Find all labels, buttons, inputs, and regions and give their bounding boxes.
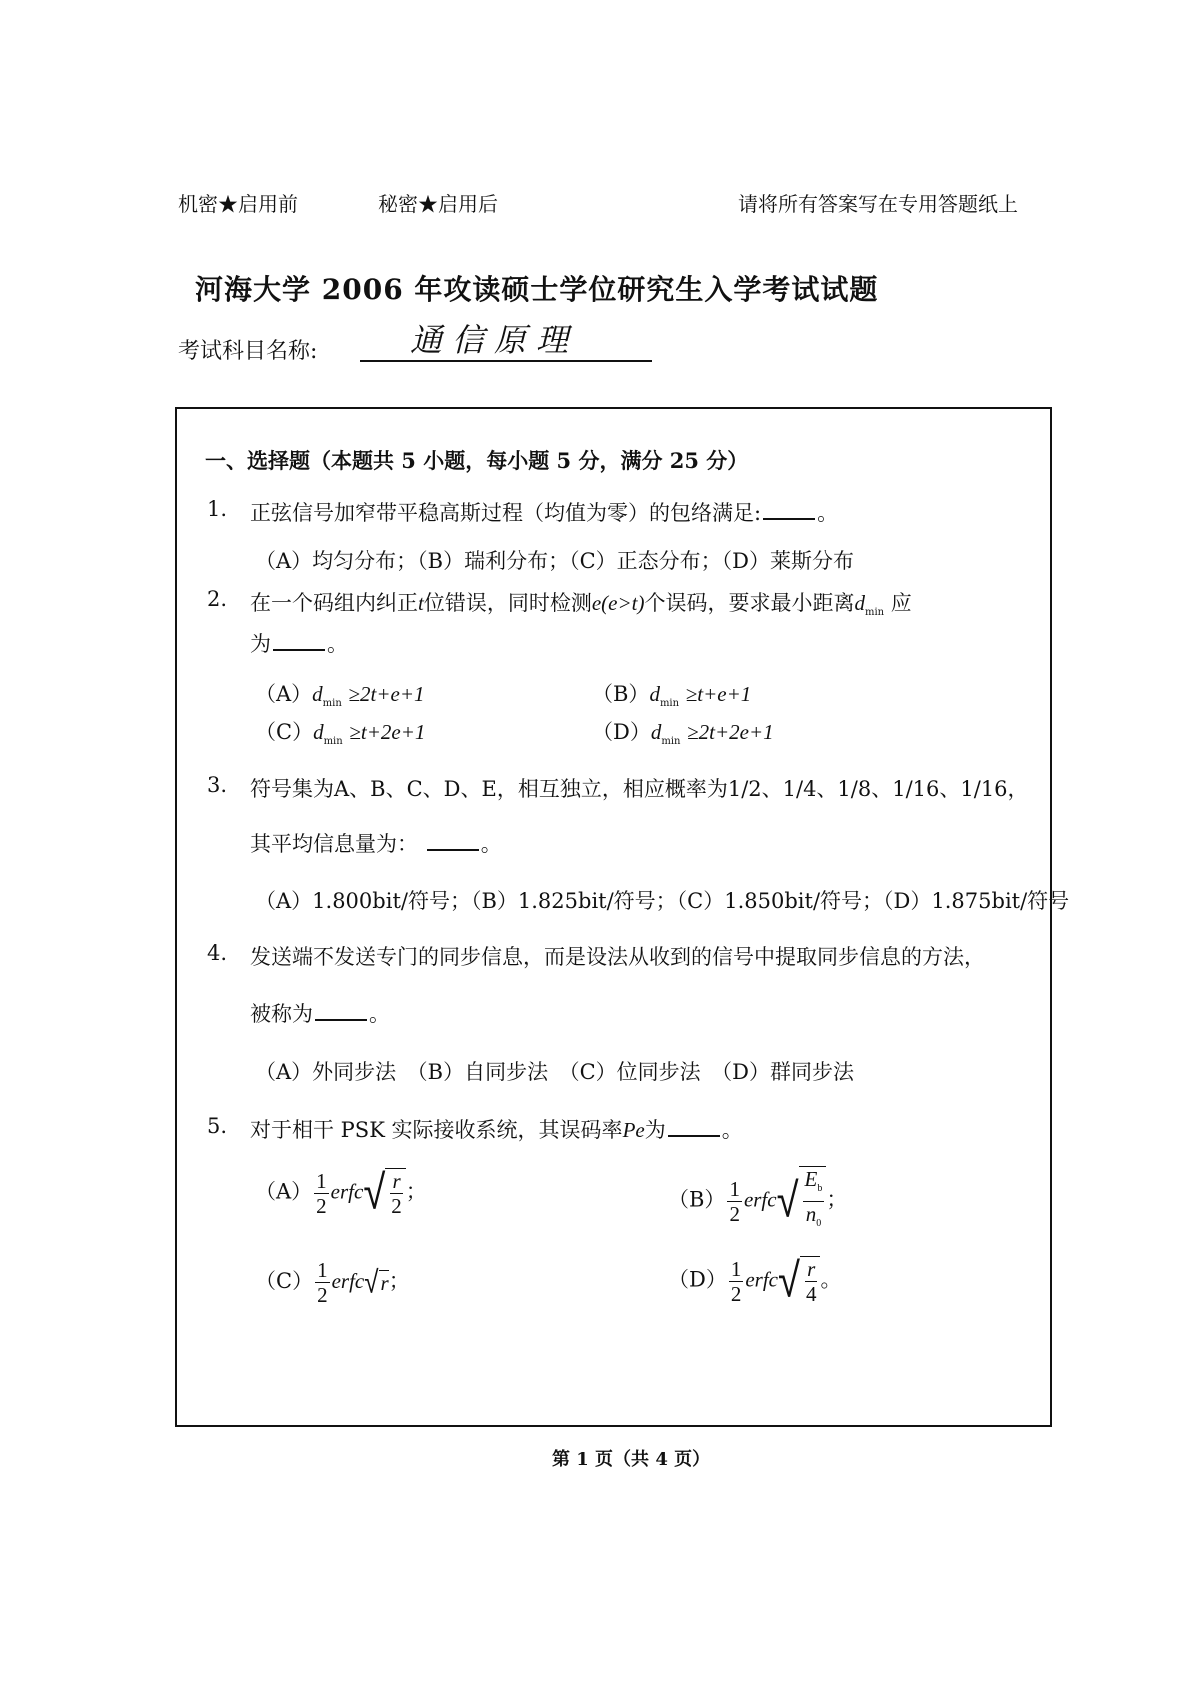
tail: ； — [405, 1179, 427, 1204]
q2-option-b — [592, 678, 751, 709]
q5-part: 为 — [644, 1118, 666, 1142]
option-label: （D） — [668, 1267, 727, 1292]
sqrt — [363, 1165, 405, 1221]
page-number: 第 1 页（共 4 页） — [552, 1449, 711, 1470]
denominator: n — [805, 1202, 817, 1227]
math-var: d — [854, 591, 865, 615]
q5-text — [250, 1114, 743, 1144]
q4-part: 被称为 — [250, 1002, 313, 1026]
option-label: （C） — [255, 720, 314, 744]
q3-part: 其平均信息量为： — [250, 832, 418, 856]
answer-instruction: 请将所有答案写在专用答题纸上 — [738, 192, 1018, 216]
q5-option-b — [668, 1166, 847, 1236]
denominator: 2 — [391, 1194, 402, 1218]
q5-number: 5. — [207, 1114, 228, 1138]
option-label: （B） — [592, 682, 650, 706]
option-label: （A） — [255, 682, 313, 706]
q2-number: 2. — [207, 587, 228, 611]
math-var: Pe — [622, 1118, 645, 1142]
math-var: e(e>t) — [591, 591, 645, 615]
radical-icon: √ — [778, 1253, 800, 1309]
q3-line2 — [250, 828, 502, 858]
radical-icon: √ — [364, 1264, 379, 1301]
math-sub: min — [323, 736, 343, 748]
math-func: erfc — [743, 1187, 777, 1212]
q2-end: 。 — [327, 632, 348, 656]
q1-end: 。 — [817, 501, 839, 525]
q2-part: 位错误，同时检测 — [423, 591, 592, 615]
q2-line2 — [250, 628, 348, 658]
section-heading: 一、选择题（本题共 5 小题，每小题 5 分，满分 25 分） — [205, 448, 749, 473]
q3-number: 3. — [207, 773, 228, 797]
option-label: （D） — [592, 720, 651, 744]
q5-option-c — [255, 1258, 410, 1307]
subject-underline — [360, 360, 652, 362]
q1-number: 1. — [207, 497, 228, 521]
math-var: t — [418, 591, 424, 615]
q2-text — [250, 587, 912, 618]
q2-part: 应 — [890, 591, 912, 615]
fraction — [729, 1257, 744, 1306]
q4-line2 — [250, 998, 390, 1028]
denominator: 2 — [317, 1283, 328, 1307]
numerator: 1 — [730, 1256, 742, 1281]
tail: ； — [826, 1187, 848, 1212]
q5-option-a — [255, 1165, 427, 1221]
numerator: 1 — [316, 1168, 327, 1193]
tail: ； — [388, 1269, 410, 1293]
math-func: erfc — [331, 1269, 365, 1293]
fraction — [389, 1169, 404, 1218]
math-func: erfc — [330, 1179, 364, 1204]
subject-label: 考试科目名称: — [178, 339, 318, 364]
answer-blank — [427, 849, 479, 851]
q5-part: 对于相干 PSK 实际接收系统，其误码率 — [250, 1118, 623, 1142]
q1-stem: 正弦信号加窄带平稳高斯过程（均值为零）的包络满足: — [250, 501, 762, 525]
q3-options: （A）1.800bit/符号；（B）1.825bit/符号；（C）1.850bit/符号；（D）1.875bit/符号 — [255, 889, 1070, 913]
q5-end: 。 — [721, 1118, 743, 1142]
math-sub: min — [864, 607, 885, 619]
option-label: （A） — [255, 1179, 313, 1204]
fraction — [314, 1169, 329, 1218]
numerator: r — [807, 1257, 816, 1281]
numerator: 1 — [317, 1258, 328, 1282]
radicand: r — [380, 1270, 389, 1295]
q4-end: 。 — [369, 1002, 390, 1026]
q3-end: 。 — [480, 832, 502, 856]
option-label: （B） — [668, 1187, 726, 1212]
math-sub: 0 — [816, 1218, 822, 1230]
q4-options: （A）外同步法 （B）自同步法 （C）位同步法 （D）群同步法 — [255, 1060, 854, 1084]
q4-text: 发送端不发送专门的同步信息，而是设法从收到的信号中提取同步信息的方法， — [250, 945, 985, 969]
q3-text: 符号集为A、B、C、D、E，相互独立，相应概率为1/2、1/4、1/8、1/16、1/16， — [250, 777, 1029, 801]
option-label: （C） — [255, 1269, 314, 1293]
math-var: d — [650, 720, 662, 744]
numerator: r — [392, 1169, 401, 1193]
q2-part: 在一个码组内纠正 — [250, 591, 418, 615]
denominator: 2 — [730, 1281, 742, 1306]
q2-option-a — [255, 678, 425, 709]
fraction — [803, 1167, 825, 1236]
math-sub: min — [659, 698, 680, 710]
answer-blank — [763, 518, 815, 520]
q2-option-c — [255, 716, 425, 747]
subject-handwritten: 通信原理 — [410, 321, 579, 359]
numerator: E — [804, 1167, 818, 1191]
tail: 。 — [820, 1267, 842, 1292]
denominator: 2 — [729, 1201, 740, 1226]
math-sub: min — [661, 736, 681, 748]
q1-options: （A）均匀分布；（B）瑞利分布；（C）正态分布；（D）莱斯分布 — [255, 549, 854, 573]
radical-icon: √ — [776, 1173, 799, 1229]
q2-part: 为 — [250, 632, 271, 656]
fraction — [804, 1257, 819, 1306]
math-func: erfc — [745, 1267, 778, 1292]
exam-title: 河海大学 2006 年攻读硕士学位研究生入学考试试题 — [195, 273, 879, 306]
fraction — [727, 1177, 742, 1226]
q5-option-d — [668, 1253, 842, 1309]
sqrt — [364, 1264, 389, 1301]
answer-blank — [668, 1135, 720, 1137]
q1-text — [250, 497, 838, 527]
math-expr: ≥2t+e+1 — [348, 682, 425, 706]
math-sub: b — [817, 1183, 823, 1195]
math-sub: min — [322, 698, 342, 710]
sqrt — [778, 1253, 820, 1309]
sqrt — [777, 1166, 827, 1236]
answer-blank — [315, 1019, 367, 1021]
math-expr: ≥2t+2e+1 — [687, 720, 774, 744]
denominator: 2 — [316, 1193, 327, 1218]
math-expr: ≥t+2e+1 — [349, 720, 426, 744]
answer-blank — [273, 649, 325, 651]
numerator: 1 — [729, 1176, 740, 1201]
math-var: d — [312, 682, 323, 706]
q2-option-d — [592, 716, 774, 747]
confidential-before-label: 机密★启用前 — [178, 192, 298, 216]
radical-icon: √ — [363, 1165, 386, 1221]
q2-part: 个误码，要求最小距离 — [644, 591, 855, 615]
fraction — [315, 1258, 330, 1307]
math-var: d — [649, 682, 660, 706]
q4-number: 4. — [207, 941, 228, 965]
math-expr: ≥t+e+1 — [685, 682, 752, 706]
confidential-after-label: 秘密★启用后 — [378, 192, 498, 216]
math-var: d — [313, 720, 324, 744]
denominator: 4 — [805, 1282, 817, 1306]
